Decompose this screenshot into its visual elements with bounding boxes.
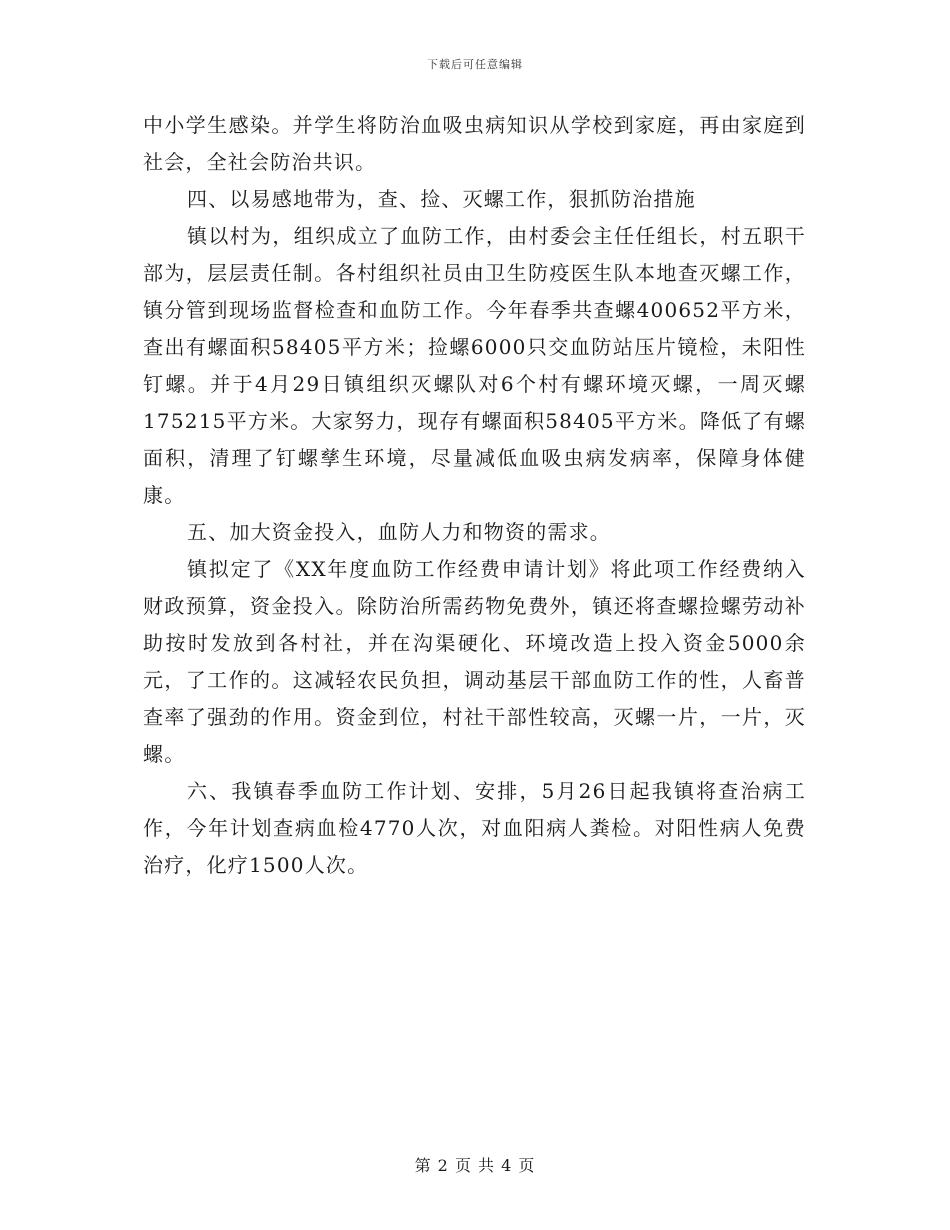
- paragraph-continuation: 中小学生感染。并学生将防治血吸虫病知识从学校到家庭，再由家庭到社会，全社会防治共识。: [143, 113, 806, 174]
- page-number: [0, 1153, 950, 1176]
- page-number-label: 第 2 页 共 4 页: [414, 1156, 536, 1175]
- paragraph-funding: 镇拟定了《XX年度血防工作经费申请计划》将此项工作经费纳入财政预算，资金投入。除防治所需药物免费外，镇还将查螺捡螺劳动补助按时发放到各村社，并在沟渠硬化、环境改造上投入资金5000余元，了工作的。这减轻农民负担，调动基层干部血防工作的性，人畜普查率了强劲的作用。资金到位，村社干部性较高，灭螺一片，一片，灭螺。: [143, 557, 806, 766]
- document-body: [143, 107, 806, 884]
- section-heading-six: 六、我镇春季血防工作计划、安排，5月26日起我镇将查治病工作，今年计划查病血检4770人次，对血阳病人粪检。对阳性病人免费治疗，化疗1500人次。: [143, 779, 806, 877]
- paragraph-snail-control: 镇以村为，组织成立了血防工作，由村委会主任任组长，村五职干部为，层层责任制。各村组织社员由卫生防疫医生队本地查灭螺工作，镇分管到现场监督检查和血防工作。今年春季共查螺400652平方米，查出有螺面积58405平方米；捡螺6000只交血防站压片镜检，未阳性钉螺。并于4月29日镇组织灭螺队对6个村有螺环境灭螺，一周灭螺175215平方米。大家努力，现存有螺面积58405平方米。降低了有螺面积，清理了钉螺孳生环境，尽量减低血吸虫病发病率，保障身体健康。: [143, 224, 806, 507]
- section-heading-four: 四、以易感地带为，查、捡、灭螺工作，狠抓防治措施: [187, 187, 696, 211]
- page-header: 下载后可任意编辑: [427, 58, 523, 71]
- section-heading-five: 五、加大资金投入，血防人力和物资的需求。: [187, 520, 611, 544]
